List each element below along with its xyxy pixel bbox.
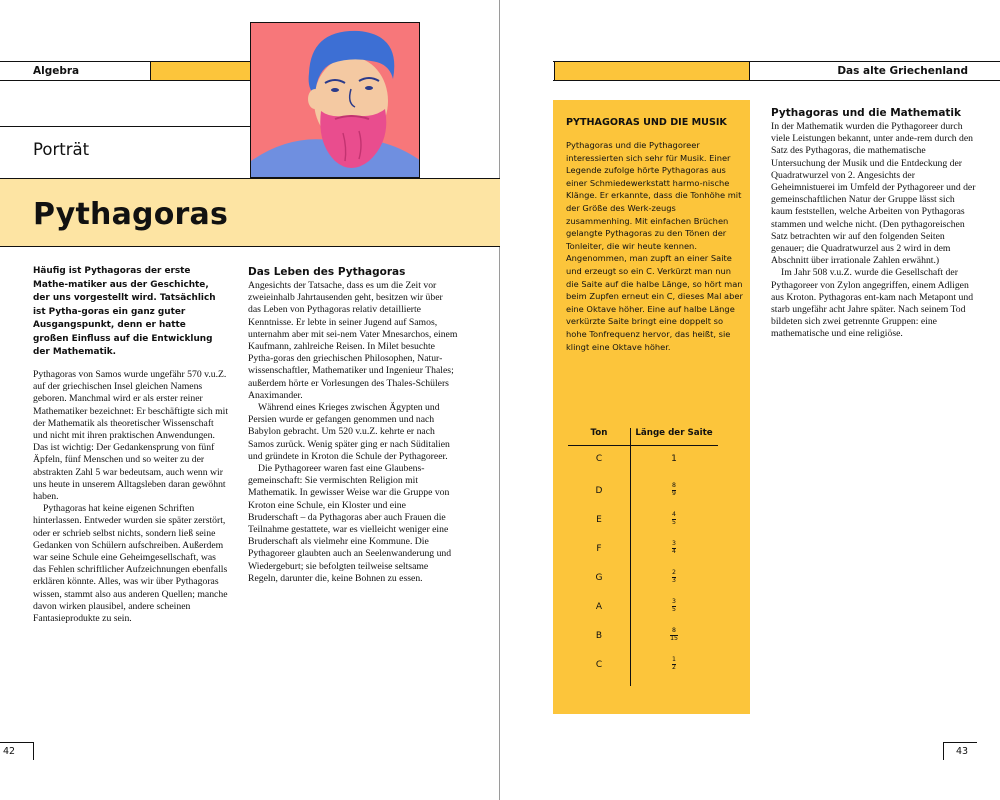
tone-cell: B: [595, 631, 603, 641]
intro-text: Häufig ist Pythagoras der erste Mathe-matiker aus der Geschichte, der uns vorgestellt wird. Tatsächlich ist Pytha-goras ein ganz guter Ausgangspunkt, denn er hatte großen Einfluss auf die Entwicklung der Mathematik.: [33, 266, 216, 357]
fraction-numerator: 8: [672, 482, 676, 489]
tone-cell: G: [595, 573, 603, 583]
length-cell: [630, 483, 718, 498]
page-title: Pythagoras: [33, 197, 229, 232]
tone-cell: F: [596, 544, 602, 554]
fraction-denominator: 9: [672, 489, 676, 497]
left-page-number: 42: [0, 742, 34, 760]
table-row: [568, 512, 718, 532]
left-header-rule: [0, 80, 250, 81]
fraction-numerator: 3: [672, 598, 676, 605]
fraction: [672, 483, 677, 498]
fraction-numerator: 4: [672, 511, 676, 518]
right-header-accent: [554, 62, 750, 80]
right-col-paragraph-1: In der Mathematik wurden die Pythagoreer durch viele Leistungen bekannt, unter ande-rem durch den Satz des Pythagoras, die mathematische Untersuchung der Musik und die Entdeckung der Quadratwurzel von 2. Angesichts der Geheimnistuerei im Umfeld der Pythagoreer und der gemeinschaftlichen Natur der Gruppe lässt sich kaum feststellen, welche Arbeiten von Pythagoras stammen und welche nicht. (Den pythagoreischen Satz betrachten wir auf den folgenden Seiten genauer; die Quadratwurzel aus 2 wird in dem Abschnitt über irrationale Zahlen erwähnt.): [771, 121, 976, 267]
fraction-numerator: 8: [672, 627, 676, 634]
fraction-denominator: 3: [672, 576, 676, 584]
table-row: [568, 483, 718, 503]
portrait-illustration: [251, 23, 420, 178]
fraction-numerator: 1: [672, 656, 676, 663]
table-row: [568, 541, 718, 561]
pythagoras-portrait: [250, 22, 420, 178]
fraction-numerator: 2: [672, 569, 676, 576]
left-header-label: Algebra: [33, 65, 80, 77]
right-column: [771, 121, 976, 341]
left-col1-paragraph-2: Pythagoras hat keine eigenen Schriften hinterlassen. Entweder wurden sie später zerstört, oder er schrieb selbst nichts, sondern ließ seine Gedanken von Schülern aufschreiben. Außerdem war seine Schule eine Geheimgesellschaft, was das Fehlen schriftlicher Aufzeichnungen ebenfalls erklären könnte. Alles, was wir über Pythagoras wissen, stammt also aus anderen Quellen; manche davon wirken plausibel, andere scheinen Fantasieprodukte zu sein.: [33, 503, 228, 625]
fraction: [672, 570, 677, 585]
tone-table-header-ton: Ton: [590, 428, 608, 438]
fraction-numerator: 3: [672, 540, 676, 547]
portrait-label-rule: [0, 126, 250, 127]
left-header-accent: [150, 62, 250, 80]
portrait-label: Porträt: [33, 140, 90, 159]
music-box-title: PYTHAGORAS UND DIE MUSIK: [566, 117, 727, 128]
left-col2-paragraph-3: Die Pythagoreer waren fast eine Glaubens-gemeinschaft: Sie vermischten Religion mit Mathematik. In gewisser Weise war die Gruppe von Kroton eine Schule, ein Kloster und eine Bruderschaft – da Pythagoras aber auch Frauen die Teilnahme gestattete, war es vielleicht weniger eine Bruderschaft als vielmehr eine Kommune. Die Pythagoreer glaubten auch an Seelenwanderung und Wiedergeburt; sie befolgten teilweise seltsame Regeln, darunter die, keine Bohnen zu essen.: [248, 463, 452, 584]
fraction: [672, 657, 677, 672]
right-header-label: Das alte Griechenland: [837, 65, 968, 77]
length-cell: [630, 657, 718, 672]
fraction-denominator: 5: [672, 518, 676, 526]
right-col-paragraph-2: Im Jahr 508 v.u.Z. wurde die Gesellschaft der Pythagoreer von Zylon angegriffen, einem Adligen aus Kroton. Pythagoras ent-kam nach Metapont und starb ungefähr acht Jahre später. Nach seinem Tod bildeten sich zwei getrennte Gruppen: eine mathematische und eine religiöse.: [771, 267, 974, 340]
length-cell: [630, 541, 718, 556]
right-col-heading: Pythagoras und die Mathematik: [771, 107, 962, 119]
length-cell: [630, 570, 718, 585]
fraction-denominator: 5: [672, 605, 676, 613]
length-cell: [630, 628, 718, 643]
left-column-2: [248, 280, 458, 585]
title-band-top-rule: [0, 178, 500, 179]
left-col2-paragraph-1: Angesichts der Tatsache, dass es um die Zeit vor zweieinhalb Jahrtausenden geht, besitzen wir über das Leben von Pythagoras relativ detaillierte Kenntnisse. Er lebte in seiner Jugend auf Samos, unternahm aber mit sei-nem Vater Mnesarchos, einem Kaufmann, zahlreiche Reisen. In Milet besuchte Pytha-goras den griechischen Philosophen, Natur-wissenschaftler, Mathematiker und Ingenieur Thales; außerdem hörte er Vorlesungen des Thales-Schülers Anaximander.: [248, 280, 458, 401]
fraction: [672, 599, 677, 614]
tone-cell: A: [595, 602, 603, 612]
left-col1-paragraph-1: Pythagoras von Samos wurde ungefähr 570 v.u.Z. auf der griechischen Insel gleichen Namens geboren. Manchmal wird er als erster reiner Mathematiker bezeichnet: Er beschäftigte sich mit der Mathematik als theoretischer Wissenschaft und nicht mit ihren praktischen Anwendungen. Das ist wichtig: Der Gedankensprung von fünf Äpfeln, fünf Menschen und so weiter zu der abstrakten Zahl 5 war bedeutsam, auch wenn wir uns heute in unserem Alltagsleben daran gewöhnt haben.: [33, 369, 229, 503]
fraction: [670, 628, 678, 643]
length-cell: 1: [671, 454, 677, 464]
table-row: [568, 628, 718, 648]
left-col2-paragraph-2: Während eines Krieges zwischen Ägypten und Persien wurde er gefangen genommen und nach Babylon gebracht. Um 520 v.u.Z. kehrte er nach Samos zurück. Wenig später ging er nach Süditalien und gründete in Kroton die Schule der Pythagoreer.: [248, 402, 450, 462]
table-row: [568, 570, 718, 590]
length-cell: [630, 512, 718, 527]
tone-cell: D: [595, 486, 603, 496]
tone-cell: C: [595, 454, 603, 464]
fraction: [672, 512, 677, 527]
table-row: [568, 657, 718, 677]
tone-table-header-length: Länge der Saite: [635, 428, 713, 438]
tone-table-header-rule: [568, 445, 718, 446]
length-cell: [630, 599, 718, 614]
book-spine: [499, 0, 500, 800]
tone-cell: E: [596, 515, 602, 525]
table-row: [568, 599, 718, 619]
fraction-denominator: 4: [672, 547, 676, 555]
fraction-denominator: 15: [670, 634, 678, 642]
right-page-number: 43: [943, 742, 977, 760]
music-box-text: Pythagoras und die Pythagoreer interessierten sich sehr für Musik. Einer Legende zufolge hörte Pythagoras aus einer Schmiedewerkstatt harmo-nische Klänge. Er erkannte, dass die Tonhöhe mit der Größe des Werk-zeugs zusammenhing. Mit einfachen Brüchen gelangte Pythagoras zu den Tönen der Tonleiter, die wir heute kennen. Angenommen, man zupft an einer Saite und erzeugt so ein C. Verkürzt man nun die Saite auf die halbe Länge, so hört man beim Zupfen erneut ein C, dieses Mal aber eine Oktave höher. Eine auf halbe Länge verkürzte Saite bringt eine doppelt so hohe Tonfrequenz hervor, das heißt, sie klingt eine Oktave höher.: [566, 140, 743, 352]
table-row: [568, 454, 718, 474]
fraction-denominator: 2: [672, 663, 676, 671]
tone-cell: C: [595, 660, 603, 670]
fraction: [672, 541, 677, 556]
left-column-1: [33, 369, 229, 625]
left-col2-heading: Das Leben des Pythagoras: [248, 266, 406, 278]
